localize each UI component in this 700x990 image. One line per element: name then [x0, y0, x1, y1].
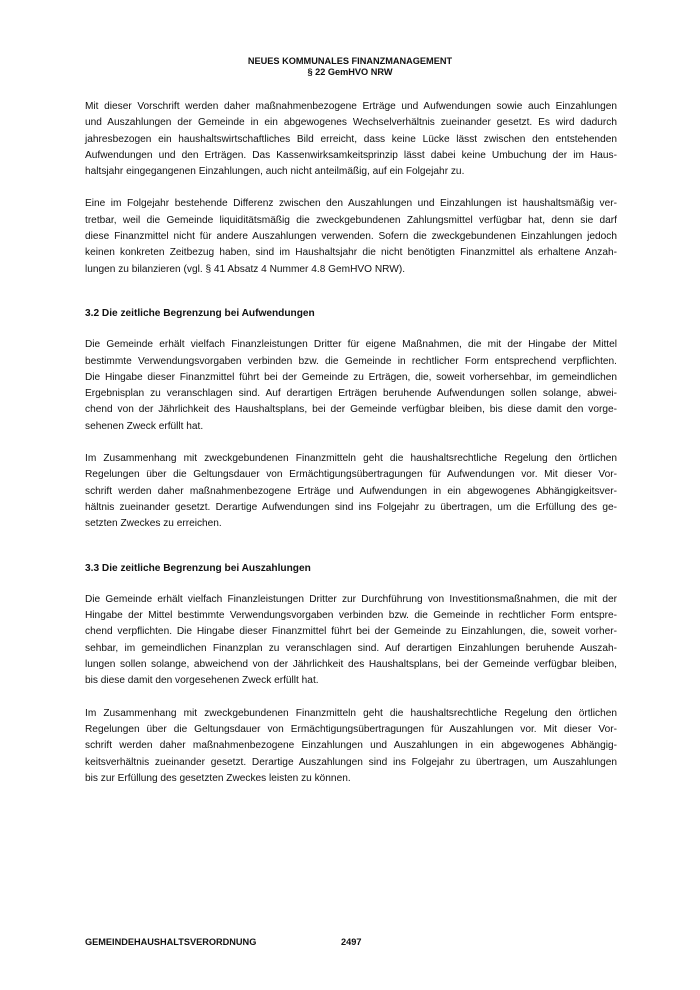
text-line: Aufwendungen und den Erträgen. Das Kassenwirksamkeitsprinzip lässt dabei keine Umbuchung der im Haus-: [85, 149, 617, 161]
text-line: Ergebnisplan zu veranschlagen sind. Auf derartigen Erträgen beruhende Aufwendungen sollen solange, abwei-: [85, 388, 617, 400]
text-line: Die Gemeinde erhält vielfach Finanzleistungen Dritter für eigene Maßnahmen, die mit der Hingabe der Mittel: [85, 339, 617, 351]
text-line: Mit dieser Vorschrift werden daher maßnahmenbezogene Erträge und Aufwendungen sowie auch Einzahlungen: [85, 101, 617, 112]
text-line: jahresbezogen ein haushaltswirtschaftliches Bild erreicht, dass keine Lücke lässt zwischen den entstehenden: [85, 133, 617, 145]
text-line: und Auszahlungen der Gemeinde in ein abgewogenes Wechselverhältnis zueinander gesetzt. Es wird dadurch: [85, 117, 617, 129]
text-line: Im Zusammenhang mit zweckgebundenen Finanzmitteln geht die haushaltsrechtliche Regelung den örtlichen: [85, 707, 617, 719]
text-line: keitsverhältnis zueinander gesetzt. Derartige Auszahlungen sind ins Folgejahr zu übertragen, um Auszahlungen: [85, 756, 617, 768]
text-line: Die Gemeinde erhält vielfach Finanzleistungen Dritter zur Durchführung von Investitionsmaßnahmen, die mit der: [85, 593, 617, 605]
text-line: schrift werden daher maßnahmenbezogene Einzahlungen und Auszahlungen in ein abgewogenes Abhängig-: [85, 740, 617, 752]
text-line: keinen konkreten Zeitbezug haben, sind im Haushaltsjahr die nicht benötigten Finanzmittel als erhaltene Anzah-: [85, 247, 617, 259]
text-line: Hingabe der Mittel bestimmte Verwendungsvorgaben verbinden bzw. die Gemeinde in rechtlicher Form entspre-: [85, 610, 617, 622]
text-line: diese Finanzmittel nicht für andere Auszahlungen verwenden. Sofern die zweckgebundenen Einzahlungen jedoch: [85, 231, 617, 243]
paragraph: [85, 337, 617, 435]
text-line: hältnis zueinander gesetzt. Derartige Aufwendungen sind ins Folgejahr zu übertragen, um die Erfüllung des ge-: [85, 501, 617, 513]
text-line: bis zur Erfüllung des gesetzten Zweckes leisten zu können.: [85, 772, 351, 784]
footer-title: GEMEINDEHAUSHALTSVERORDNUNG: [85, 937, 257, 947]
paragraph: [85, 706, 617, 787]
text-line: Regelungen über die Geltungsdauer von Ermächtigungsübertragungen für Aufwendungen vor. Mit dieser Vor-: [85, 469, 617, 481]
text-line: sehenen Zweck erfüllt hat.: [85, 420, 204, 432]
paragraph: [85, 196, 617, 277]
text-line: chend verpflichten. Die Hingabe dieser Finanzmittel führt bei der Gemeinde zu Einzahlungen, die, soweit vorher-: [85, 626, 617, 638]
text-line: lungen zu bilanzieren (vgl. § 41 Absatz 4 Nummer 4.8 GemHVO NRW).: [85, 263, 406, 275]
text-line: chend von der Jährlichkeit des Haushaltsplans, bei der Gemeinde verfügbar bleiben, bis diese damit den vorge-: [85, 404, 617, 416]
header-title: NEUES KOMMUNALES FINANZMANAGEMENT: [247, 56, 453, 66]
section-heading-3-3: 3.3 Die zeitliche Begrenzung bei Auszahlungen: [85, 562, 311, 574]
paragraph: [85, 592, 617, 690]
text-line: sehbar, im gemeindlichen Finanzplan zu veranschlagen sind. Auf derartigen Einzahlungen beruhende Auszah-: [85, 642, 617, 654]
text-line: Im Zusammenhang mit zweckgebundenen Finanzmitteln geht die haushaltsrechtliche Regelung den örtlichen: [85, 453, 617, 465]
text-line: bestimmte Verwendungsvorgaben verbinden bzw. die Gemeinde in rechtlicher Form entsprechend verpflichten.: [85, 355, 617, 367]
text-line: setzten Zweckes zu erreichen.: [85, 518, 222, 530]
text-line: Regelungen über die Geltungsdauer von Ermächtigungsübertragungen für Auszahlungen vor. Mit dieser Vor-: [85, 723, 617, 735]
text-line: haltsjahr eingegangenen Einzahlungen, auch nicht anteilmäßig, auf ein Folgejahr zu.: [85, 166, 465, 178]
section-heading-3-2: 3.2 Die zeitliche Begrenzung bei Aufwendungen: [85, 307, 315, 319]
text-line: Eine im Folgejahr bestehende Differenz zwischen den Auszahlungen und Einzahlungen ist haushaltsmäßig ver-: [85, 198, 617, 210]
page-number: 2497: [341, 937, 362, 947]
paragraph: [85, 99, 617, 180]
text-line: schrift werden daher maßnahmenbezogene Erträge und Aufwendungen in ein abgewogenes Abhängigkeitsver-: [85, 485, 617, 497]
text-line: Die Hingabe dieser Finanzmittel führt bei der Gemeinde zu Erträgen, die, soweit vorhersehbar, im gemeindlichen: [85, 371, 617, 383]
text-line: lungen sollen solange, abweichend von der Jährlichkeit des Haushaltsplans, bei der Gemeinde verfügbar bleiben,: [85, 659, 617, 671]
header-section-ref: § 22 GemHVO NRW: [307, 67, 393, 77]
paragraph: [85, 451, 617, 532]
body-text: [85, 99, 617, 803]
page-header: [0, 56, 700, 78]
text-line: tretbar, weil die Gemeinde liquiditätsmäßig die zweckgebundenen Zahlungsmittel verfügbar hat, denn sie darf: [85, 214, 617, 226]
text-line: bis diese damit den vorgesehenen Zweck erfüllt hat.: [85, 675, 319, 687]
